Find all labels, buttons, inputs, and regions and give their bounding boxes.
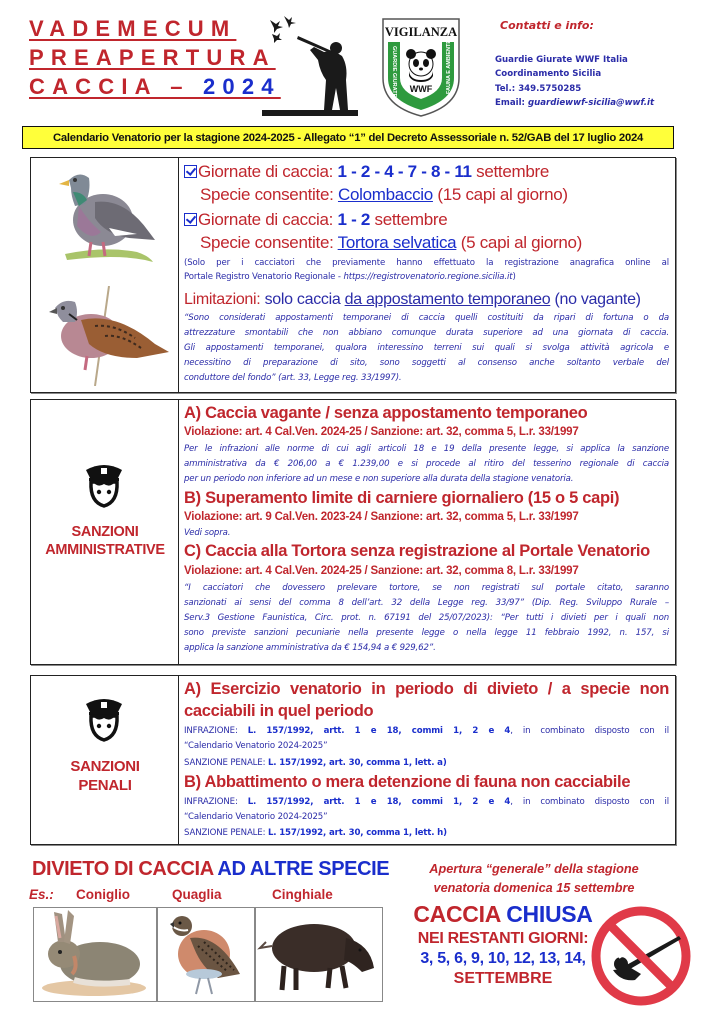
calendar-banner: Calendario Venatorio per la stagione 2024-2025 - Allegato “1” del Decreto Assessoriale n. 52/GAB del 17 luglio 2024 [22,126,674,149]
species-colombaccio: Colombaccio [337,185,433,204]
remaining-days-label: NEI RESTANTI GIORNI: [417,930,589,947]
admin-item-b-heading: B) Superamento limite di carniere giornaliero (15 o 5 capi) [184,489,620,507]
admin-item-c-text: “I cacciatori che dovessero prelevare tortore, se non registrati sul portale citato, saranno [184,583,669,593]
email-link[interactable]: guardiewwf-sicilia@wwf.it [527,97,655,108]
days-month: settembre [476,162,550,181]
penal-item-a-infraction-2: “Calendario Venatorio 2024-2025” [184,741,328,751]
penal-item-a-heading-2: cacciabili in quel periodo [184,702,374,720]
admin-item-c-text: applica la sanzione amministrativa da € 154,94 a € 929,62”. [184,643,436,653]
species-limit: (5 capi al giorno) [460,233,583,252]
admin-item-c-violation: Violazione: art. 4 Cal.Ven. 2024-25 / Sanzione: art. 32, comma 8, L.r. 33/1997 [184,565,579,577]
closed-title [398,903,608,926]
registration-note-line2 [184,272,669,282]
penal-sanctions-section [30,675,676,845]
no-hunting-sign-icon [591,906,691,1006]
penal-sanctions-details [184,676,669,844]
penalty-ref: L. 157/1992, art. 30, comma 1, lett. h) [267,828,447,838]
contact-unit: Coordinamento Sicilia [495,69,602,80]
admin-item-a-text: amministrativa da € 206,00 a € 1.239,00 e si procede al ritiro del tesserino regionale di caccia [184,459,669,469]
limitations-prefix: solo caccia [264,291,341,308]
species-label-cinghiale: Cinghiale [272,887,333,902]
hunting-closed-block [398,903,608,987]
logo-vigilanza-text: VIGILANZA [384,25,458,39]
opening-line2: venatoria domenica 15 settembre [433,881,635,895]
quote-line: necessitino di preparazione di sito, sono soggetti al consenso anche soltanto verbale del [184,358,669,368]
admin-item-a-heading: A) Caccia vagante / senza appostamento temporaneo [184,404,588,422]
species-row-2 [200,233,669,253]
admin-item-a-text: per un periodo non inferiore ad un mese e non superiore alla durata della stagione venatoria. [184,474,574,484]
infraction-ref: L. 157/1992, artt. 1 e 18, commi 1, 2 e 4 [247,726,511,736]
title-preapertura: PREAPERTURA [29,45,276,70]
quote-line: attrezzature smontabili che non abbiano comunque durata superiore ad una giornata di caccia. [184,328,669,338]
wood-pigeon-illustration [45,162,165,272]
email-label: Email: [495,97,525,108]
quote-line: “Sono considerati appostamenti temporanei di caccia quelli costituiti da ripari di fortuna o da [184,313,669,323]
species-details [184,158,669,392]
hunter-silhouette-icon [262,14,358,118]
wild-boar-panel [255,907,383,1002]
checkbox-checked-icon [184,165,197,178]
quote-line: conduttore del fondo” (art. 33, Legge reg. 33/1997). [184,373,402,383]
admin-item-c-text: sono previste sanzioni pecuniarie nella presente legge o nella legge 11 febbraio 1992, n. 157, si [184,628,669,638]
note-prefix: Portale Registro Venatorio Regionale - [184,272,344,282]
portal-url-link[interactable]: https://registrovenatorio.regione.sicilia.it [343,272,513,282]
admin-item-a-text: Per le infrazioni alle norme di cui agli articoli 18 e 19 della presente legge, si applica la sanzione [184,444,669,454]
closed-blue: CHIUSA [506,901,593,927]
title-caccia-2024 [29,74,281,100]
penal-item-b-infraction [184,797,669,807]
penal-item-b-heading: B) Abbattimento o mera detenzione di fauna non cacciabile [184,773,631,791]
quail-illustration [158,908,253,1000]
hunting-days-row-1 [184,162,669,182]
admin-item-c-text: sanzionati ai sensi del comma 8 dell’art. 32 della Legge reg. 33/97” (Dip. Reg. Sviluppo Rurale – [184,598,669,608]
infraction-suffix: , in combinato disposto con il [510,797,669,807]
closed-month: SETTEMBRE [453,970,553,987]
limitations-underlined: da appostamento temporaneo [344,291,551,308]
police-officer-icon [84,696,124,742]
admin-item-c-text: Serv.3 Gestione Faunistica, Circ. prot. n. 67191 del 25/07/2023): “Per tutti i divieti per i quali non [184,613,669,623]
species-label-coniglio: Coniglio [76,887,130,902]
penal-label-line2: PENALI [78,777,132,794]
penal-sanctions-label-col [31,676,179,844]
admin-item-b-text: Vedi sopra. [184,528,231,538]
closed-days-list: 3, 5, 6, 9, 10, 12, 13, 14, [420,950,586,967]
infraction-label: INFRAZIONE: [184,797,238,807]
species-tortora: Tortora selvatica [337,233,457,252]
svg-text:FAUNA E AMBIENTE: FAUNA E AMBIENTE [446,40,452,94]
days-month: settembre [374,210,448,229]
infraction-suffix: , in combinato disposto con il [510,726,669,736]
example-label: Es.: [29,887,54,902]
admin-label-line1: SANZIONI [71,524,139,540]
admin-sanctions-details [184,400,669,664]
rabbit-panel [33,907,157,1002]
quail-panel [157,907,255,1002]
contact-email [495,96,654,110]
penal-item-a-infraction [184,726,669,736]
days-label: Giornate di caccia: [198,162,334,181]
hunting-days-row-2 [184,210,669,230]
days-value: 1 - 2 [337,210,371,229]
wild-boar-illustration [256,908,381,1000]
police-officer-icon [84,462,124,508]
admin-label-line2: AMMINISTRATIVE [45,542,165,558]
contacts-block [495,53,654,110]
infraction-label: INFRAZIONE: [184,726,238,736]
admin-item-c-heading: C) Caccia alla Tortora senza registrazione al Portale Venatorio [184,542,650,560]
penalty-ref: L. 157/1992, art. 30, comma 1, lett. a) [267,758,447,768]
penalty-label: SANZIONE PENALE: [184,828,266,838]
admin-item-b-violation: Violazione: art. 9 Cal.Ven. 2023-24 / Sanzione: art. 32, comma 5, L.r. 33/1997 [184,511,579,523]
ban-other-species-title [32,858,389,881]
penal-item-a-penalty [184,758,669,768]
title-caccia: CACCIA – [29,74,203,99]
ban-title-red: DIVIETO DI CACCIA [32,858,213,880]
rabbit-illustration [34,908,155,1000]
turtle-dove-illustration [45,286,171,386]
tel-label: Tel.: [495,83,516,94]
title-year: 2024 [203,74,281,99]
infraction-ref: L. 157/1992, artt. 1 e 18, commi 1, 2 e 4 [247,797,511,807]
penal-label-line1: SANZIONI [70,758,140,775]
tel-value[interactable]: 349.5750285 [518,83,582,94]
species-limit: (15 capi al giorno) [437,185,568,204]
days-label: Giornate di caccia: [198,210,334,229]
species-images [31,158,179,392]
penal-item-b-penalty [184,828,669,838]
admin-item-a-violation: Violazione: art. 4 Cal.Ven. 2024-25 / Sanzione: art. 32, comma 5, L.r. 33/1997 [184,426,579,438]
vigilanza-wwf-logo [380,16,462,118]
ban-title-blue: AD ALTRE SPECIE [217,858,390,880]
days-value: 1 - 2 - 4 - 7 - 8 - 11 [337,162,472,181]
species-label: Specie consentite: [200,233,334,252]
svg-text:GUARDIE GIURATE: GUARDIE GIURATE [391,46,397,98]
registration-note-line1: (Solo per i cacciatori che previamente hanno effettuato la registrazione anagrafica online al [184,258,669,268]
species-label-quaglia: Quaglia [172,887,222,902]
contact-tel [495,82,654,96]
title-vademecum: VADEMECUM [29,16,237,41]
closed-red: CACCIA [413,901,501,927]
penal-item-a-heading: A) Esercizio venatorio in periodo di divieto / a specie non [184,680,669,698]
limitations-row [184,291,669,309]
opening-line1: Apertura “generale” della stagione [429,862,639,876]
species-row-1 [200,185,669,205]
limitations-label: Limitazioni: [184,291,261,308]
penalty-label: SANZIONE PENALE: [184,758,266,768]
quote-line: Gli appostamenti temporanei, qualora interessino terreni sui quali si svolga attività agricola e [184,343,669,353]
species-section [30,157,676,393]
penal-item-b-infraction-2: “Calendario Venatorio 2024-2025” [184,812,328,822]
contacts-title: Contatti e info: [500,19,594,32]
note-suffix: ) [512,272,516,282]
species-label: Specie consentite: [200,185,334,204]
admin-sanctions-label-col [31,400,179,664]
limitations-suffix: (no vagante) [554,291,641,308]
season-opening-note [400,860,668,898]
svg-text:WWF: WWF [409,84,433,94]
checkbox-checked-icon [184,213,197,226]
admin-sanctions-section [30,399,676,665]
contact-org: Guardie Giurate WWF Italia [495,55,628,65]
